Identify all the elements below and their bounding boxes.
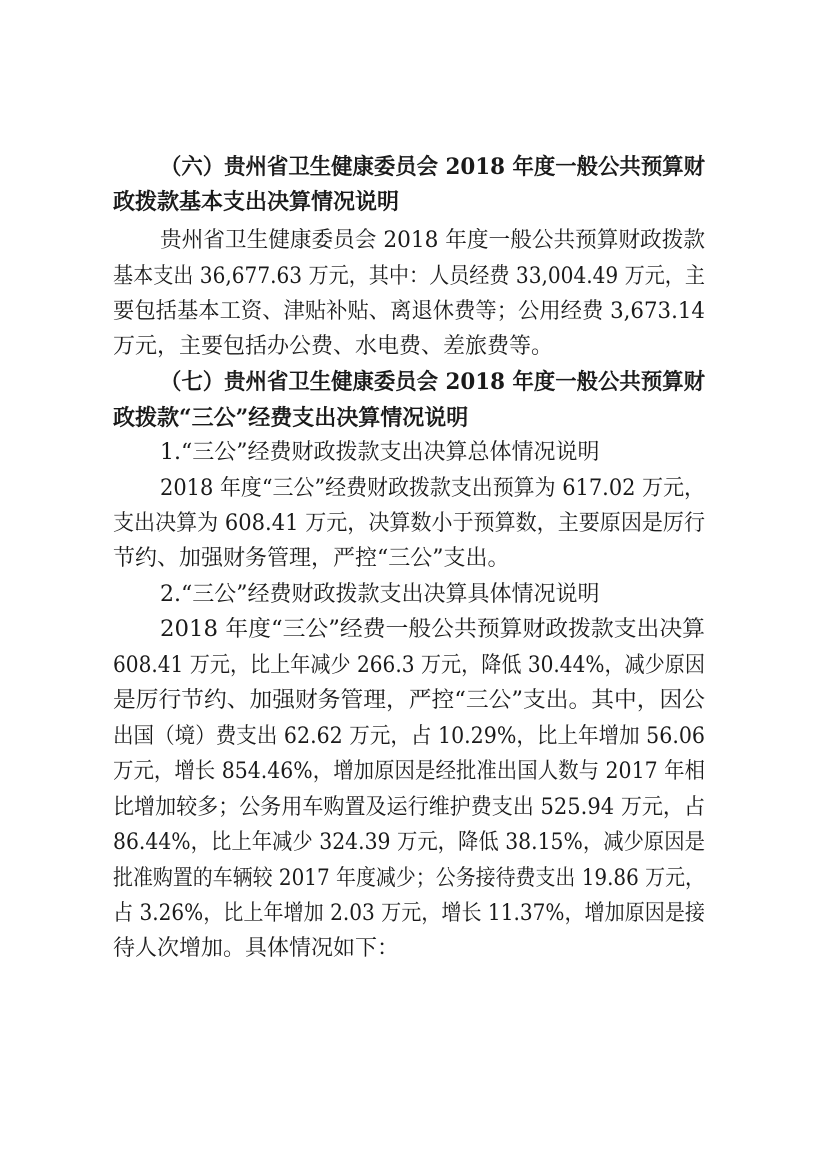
paragraph-line: 2018 年度“三公”经费财政拨款支出预算为 617.02 万元，: [160, 476, 705, 501]
paragraph-line: 608.41 万元，比上年减少 266.3 万元，降低 30.44%，减少原因: [113, 653, 705, 678]
paragraph-line: 支出决算为 608.41 万元，决算数小于预算数，主要原因是厉行: [113, 511, 705, 536]
section-7-heading-line-1: （七）贵州省卫生健康委员会 2018 年度一般公共预算财: [160, 369, 705, 395]
paragraph-line: 节约、加强财务管理，严控“三公”支出。: [113, 546, 510, 571]
paragraph-line: 出国（境）费支出 62.62 万元，占 10.29%，比上年增加 56.06: [113, 724, 705, 749]
section-6-heading-line-1: （六）贵州省卫生健康委员会 2018 年度一般公共预算财: [160, 154, 705, 180]
paragraph-line: 万元，增长 854.46%，增加原因是经批准出国人数与 2017 年相: [113, 759, 705, 784]
paragraph-line: 要包括基本工资、津贴补贴、离退休费等；公用经费 3,673.14: [113, 299, 705, 324]
subheading-2: 2.“三公”经费财政拨款支出决算具体情况说明: [160, 582, 600, 607]
paragraph-line: 万元，主要包括办公费、水电费、差旅费等。: [113, 334, 554, 359]
section-7-heading-line-2: 政拨款“三公”经费支出决算情况说明: [113, 405, 469, 431]
paragraph-line: 2018 年度“三公”经费一般公共预算财政拨款支出决算: [160, 617, 705, 642]
section-6-heading-line-2: 政拨款基本支出决算情况说明: [113, 189, 400, 215]
paragraph-line: 比增加较多；公务用车购置及运行维护费支出 525.94 万元，占: [113, 795, 705, 820]
paragraph-line: 贵州省卫生健康委员会 2018 年度一般公共预算财政拨款: [160, 228, 705, 253]
paragraph-line: 占 3.26%，比上年增加 2.03 万元，增长 11.37%，增加原因是接: [113, 901, 705, 926]
paragraph-line: 批准购置的车辆较 2017 年度减少；公务接待费支出 19.86 万元，: [113, 866, 705, 891]
subheading-1: 1.“三公”经费财政拨款支出决算总体情况说明: [160, 440, 600, 465]
paragraph-line: 是厉行节约、加强财务管理，严控“三公”支出。其中，因公: [113, 688, 706, 713]
paragraph-line: 86.44%，比上年减少 324.39 万元，降低 38.15%，减少原因是: [113, 830, 705, 855]
paragraph-line: 待人次增加。具体情况如下：: [113, 936, 400, 961]
paragraph-line: 基本支出 36,677.63 万元，其中：人员经费 33,004.49 万元，主: [113, 264, 705, 289]
